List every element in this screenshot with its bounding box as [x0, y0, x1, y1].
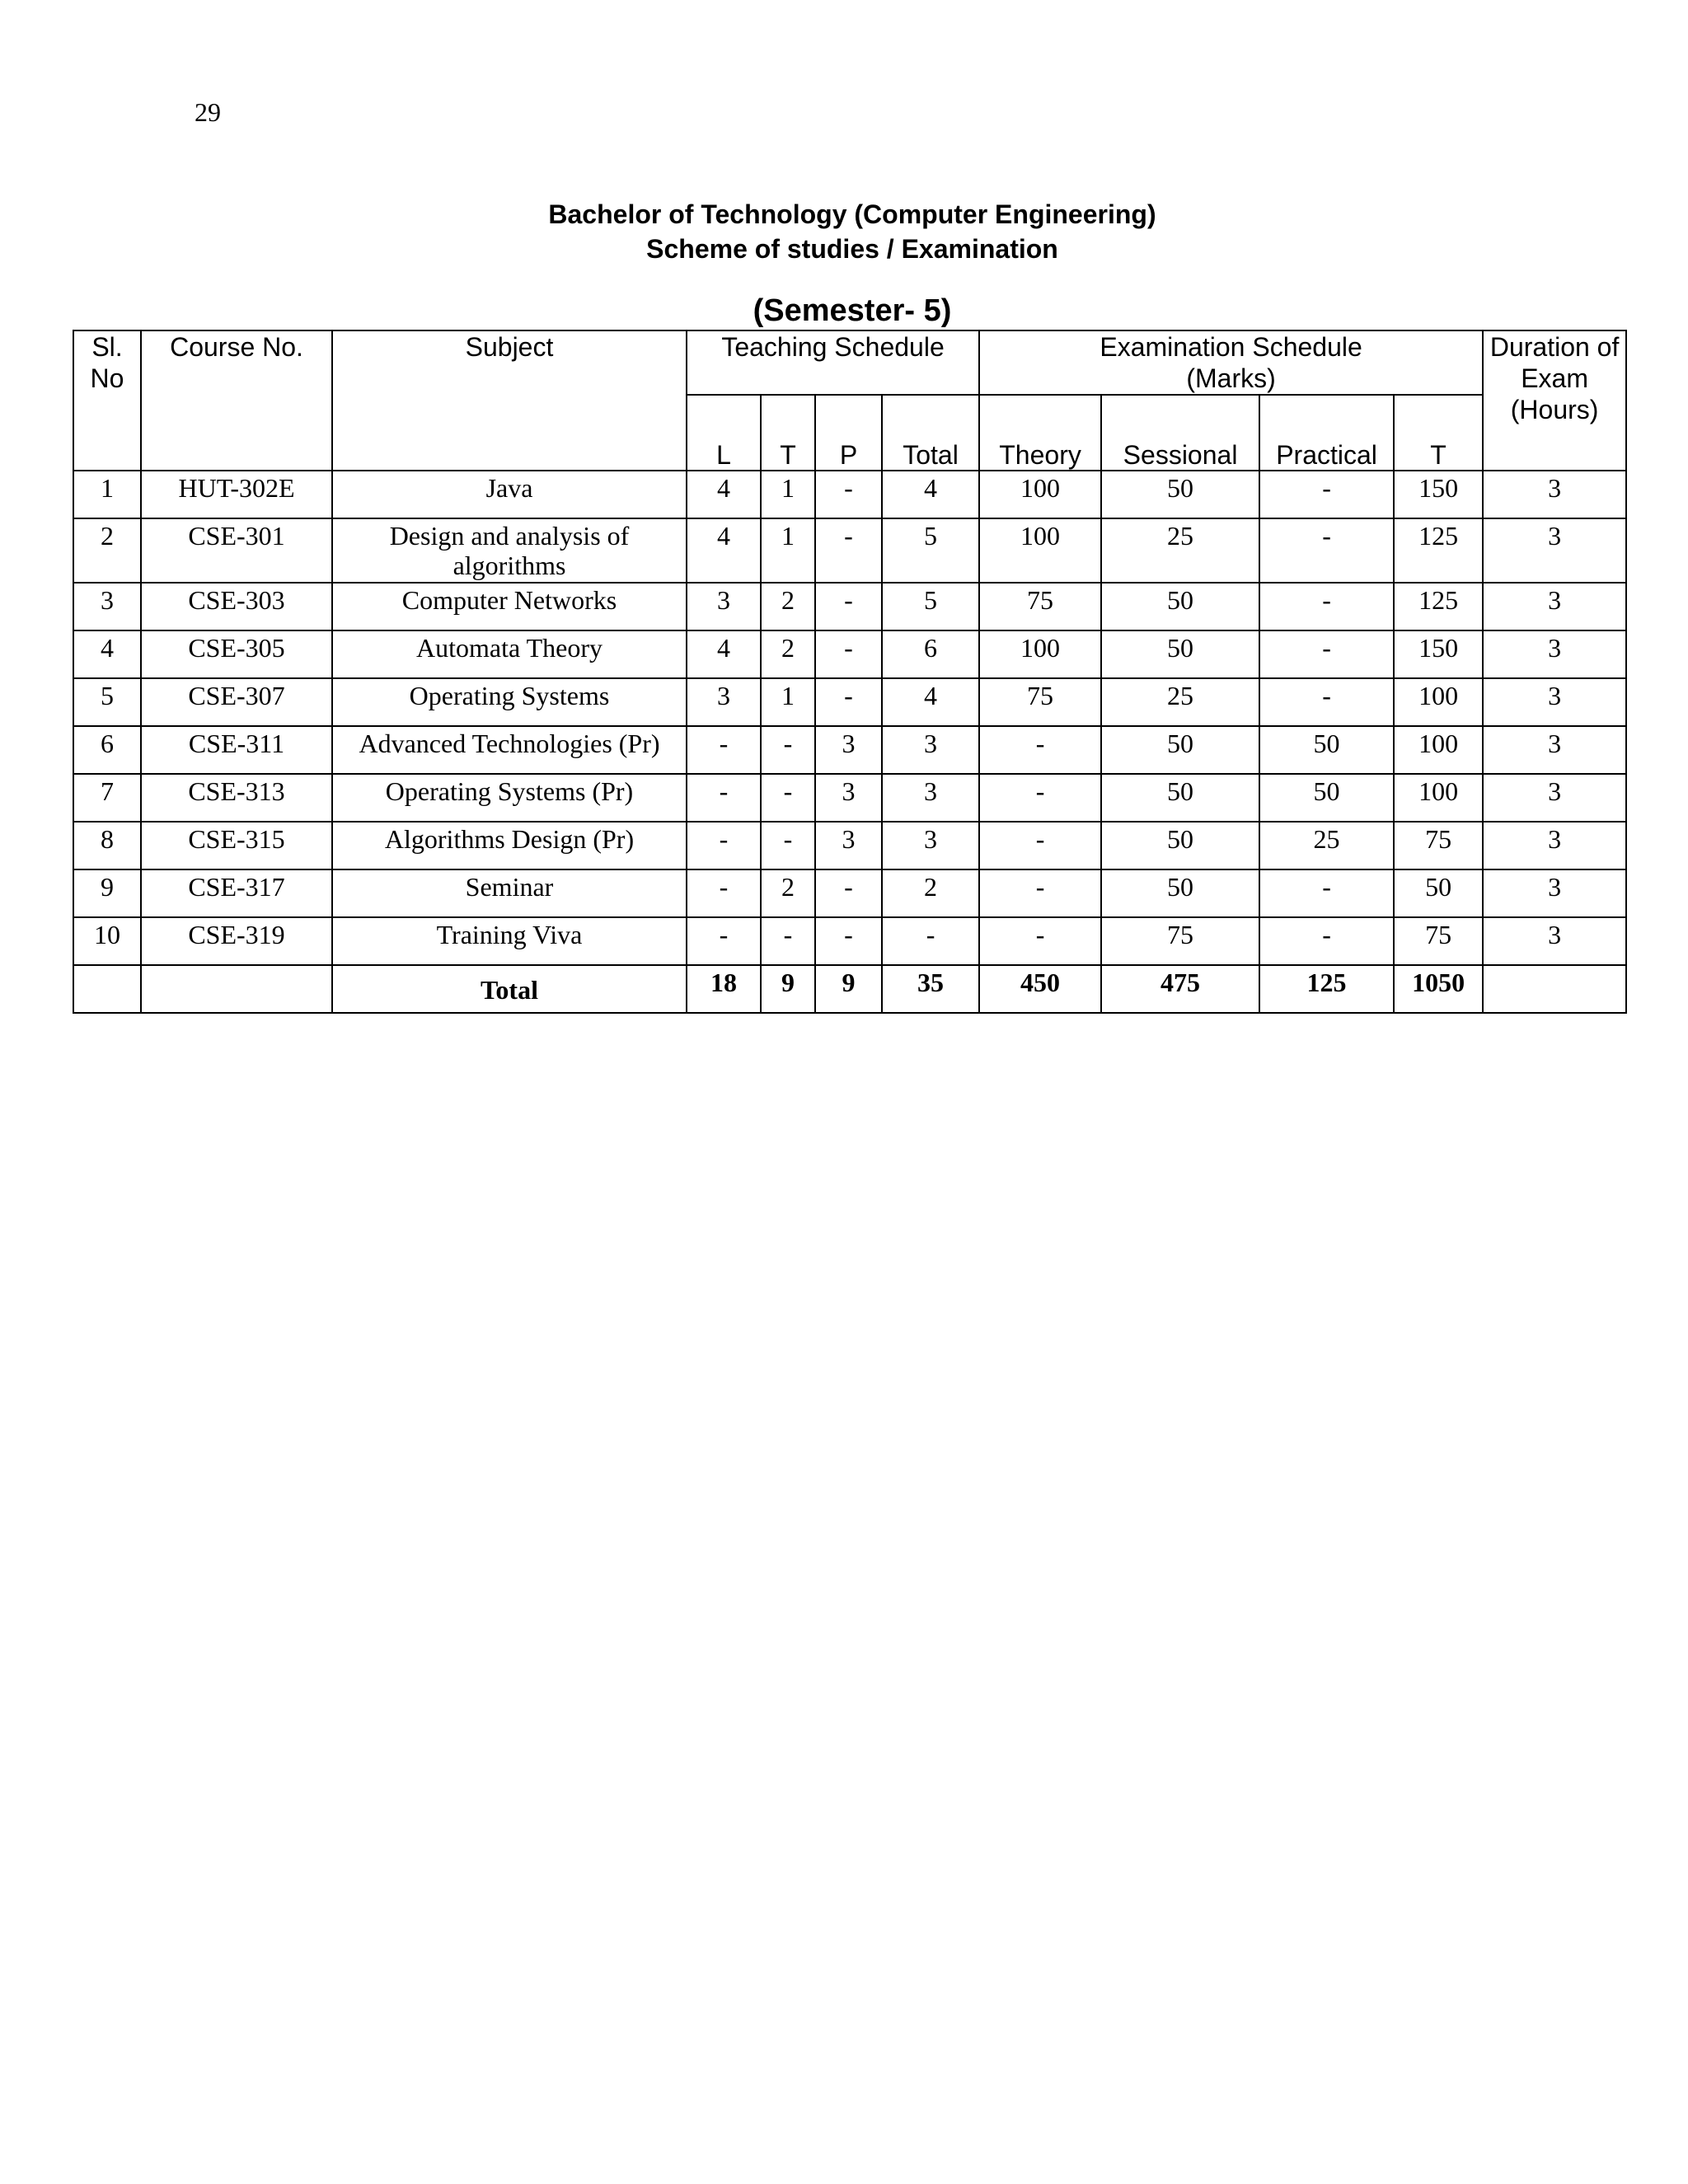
- cell-duration: 3: [1483, 678, 1626, 726]
- page-number: 29: [195, 97, 221, 127]
- header-T: T: [761, 395, 815, 471]
- cell-P: 3: [815, 774, 882, 822]
- table-row: [73, 726, 1626, 774]
- cell-theory: -: [979, 917, 1101, 965]
- cell-T: 1: [761, 471, 815, 518]
- header-sl-no: Sl. No: [73, 330, 141, 471]
- cell-T: -: [761, 726, 815, 774]
- cell-practical: -: [1259, 630, 1394, 678]
- cell-sl: 2: [73, 518, 141, 583]
- header-theory: Theory: [979, 395, 1101, 471]
- cell-theory: 75: [979, 678, 1101, 726]
- cell-duration: 3: [1483, 774, 1626, 822]
- cell-total: 3: [882, 822, 979, 869]
- document-subtitle: Scheme of studies / Examination: [646, 234, 1058, 264]
- cell-marks-total: 75: [1394, 917, 1483, 965]
- cell-L: 4: [687, 518, 761, 583]
- cell-practical: 25: [1259, 822, 1394, 869]
- cell-total: 6: [882, 630, 979, 678]
- cell-duration: 3: [1483, 518, 1626, 583]
- header-examination-schedule: [979, 330, 1483, 395]
- cell-sl: 8: [73, 822, 141, 869]
- cell-sl: 6: [73, 726, 141, 774]
- cell-practical: 50: [1259, 774, 1394, 822]
- cell-subject: Algorithms Design (Pr): [332, 822, 687, 869]
- total-practical: 125: [1259, 965, 1394, 1013]
- header-exam-line2: (Marks): [1186, 363, 1276, 393]
- cell-subject: Automata Theory: [332, 630, 687, 678]
- cell-total: 4: [882, 678, 979, 726]
- cell-L: -: [687, 917, 761, 965]
- cell-marks-total: 150: [1394, 630, 1483, 678]
- cell-T: -: [761, 774, 815, 822]
- cell-sessional: 50: [1101, 471, 1259, 518]
- header-marks-total: T: [1394, 395, 1483, 471]
- semester-heading: (Semester- 5): [753, 293, 952, 328]
- cell-sl-empty: [73, 965, 141, 1013]
- cell-P: -: [815, 518, 882, 583]
- cell-L: -: [687, 869, 761, 917]
- table-row: [73, 471, 1626, 518]
- cell-sessional: 25: [1101, 518, 1259, 583]
- cell-total: 3: [882, 726, 979, 774]
- table-row: [73, 678, 1626, 726]
- scheme-table: [73, 330, 1627, 1014]
- table-row: [73, 630, 1626, 678]
- cell-P: -: [815, 630, 882, 678]
- cell-practical: -: [1259, 917, 1394, 965]
- cell-P: -: [815, 917, 882, 965]
- cell-marks-total: 100: [1394, 726, 1483, 774]
- cell-course: HUT-302E: [141, 471, 332, 518]
- cell-duration: 3: [1483, 471, 1626, 518]
- cell-course: CSE-313: [141, 774, 332, 822]
- cell-subject: Computer Networks: [332, 583, 687, 630]
- table-row: [73, 774, 1626, 822]
- cell-L: 4: [687, 630, 761, 678]
- cell-theory: -: [979, 774, 1101, 822]
- cell-course: CSE-303: [141, 583, 332, 630]
- cell-P: -: [815, 583, 882, 630]
- cell-theory: 75: [979, 583, 1101, 630]
- cell-course-empty: [141, 965, 332, 1013]
- cell-practical: -: [1259, 869, 1394, 917]
- cell-sl: 10: [73, 917, 141, 965]
- cell-T: 2: [761, 583, 815, 630]
- header-sessional: Sessional: [1101, 395, 1259, 471]
- cell-sl: 3: [73, 583, 141, 630]
- cell-practical: 50: [1259, 726, 1394, 774]
- cell-course: CSE-305: [141, 630, 332, 678]
- cell-L: -: [687, 822, 761, 869]
- table-row: [73, 583, 1626, 630]
- cell-marks-total: 100: [1394, 678, 1483, 726]
- cell-T: -: [761, 917, 815, 965]
- cell-theory: -: [979, 726, 1101, 774]
- cell-T: 2: [761, 630, 815, 678]
- cell-duration: 3: [1483, 869, 1626, 917]
- cell-sessional: 50: [1101, 630, 1259, 678]
- cell-total: 2: [882, 869, 979, 917]
- cell-sessional: 75: [1101, 917, 1259, 965]
- cell-duration: 3: [1483, 726, 1626, 774]
- cell-P: -: [815, 869, 882, 917]
- cell-L: 4: [687, 471, 761, 518]
- cell-course: CSE-307: [141, 678, 332, 726]
- header-P: P: [815, 395, 882, 471]
- cell-marks-total: 75: [1394, 822, 1483, 869]
- cell-P: -: [815, 471, 882, 518]
- cell-theory: 100: [979, 471, 1101, 518]
- cell-T: 1: [761, 518, 815, 583]
- cell-practical: -: [1259, 678, 1394, 726]
- total-row: [73, 965, 1626, 1013]
- cell-L: -: [687, 726, 761, 774]
- cell-total: -: [882, 917, 979, 965]
- cell-total: 3: [882, 774, 979, 822]
- cell-course: CSE-301: [141, 518, 332, 583]
- cell-total: 5: [882, 583, 979, 630]
- cell-marks-total: 150: [1394, 471, 1483, 518]
- total-sessional: 475: [1101, 965, 1259, 1013]
- cell-sessional: 50: [1101, 774, 1259, 822]
- cell-sessional: 50: [1101, 583, 1259, 630]
- cell-duration: 3: [1483, 917, 1626, 965]
- total-P: 9: [815, 965, 882, 1013]
- header-L: L: [687, 395, 761, 471]
- cell-subject: Operating Systems (Pr): [332, 774, 687, 822]
- total-T: 9: [761, 965, 815, 1013]
- cell-marks-total: 125: [1394, 518, 1483, 583]
- header-exam-line1: Examination Schedule: [1100, 332, 1362, 362]
- header-teaching-schedule: Teaching Schedule: [687, 330, 979, 395]
- cell-sl: 1: [73, 471, 141, 518]
- total-theory: 450: [979, 965, 1101, 1013]
- cell-theory: 100: [979, 630, 1101, 678]
- cell-P: 3: [815, 822, 882, 869]
- cell-L: 3: [687, 583, 761, 630]
- cell-P: -: [815, 678, 882, 726]
- cell-duration: 3: [1483, 822, 1626, 869]
- cell-course: CSE-319: [141, 917, 332, 965]
- cell-sessional: 25: [1101, 678, 1259, 726]
- cell-T: -: [761, 822, 815, 869]
- total-marks-total: 1050: [1394, 965, 1483, 1013]
- header-total: Total: [882, 395, 979, 471]
- cell-course: CSE-311: [141, 726, 332, 774]
- cell-subject: Operating Systems: [332, 678, 687, 726]
- cell-sl: 7: [73, 774, 141, 822]
- total-total: 35: [882, 965, 979, 1013]
- total-label: Total: [332, 965, 687, 1013]
- cell-subject: Java: [332, 471, 687, 518]
- cell-subject: Seminar: [332, 869, 687, 917]
- cell-subject: Design and analysis of algorithms: [332, 518, 687, 583]
- header-duration: Duration of Exam (Hours): [1483, 330, 1626, 471]
- cell-practical: -: [1259, 583, 1394, 630]
- total-L: 18: [687, 965, 761, 1013]
- cell-marks-total: 50: [1394, 869, 1483, 917]
- cell-sl: 4: [73, 630, 141, 678]
- header-subject: Subject: [332, 330, 687, 471]
- cell-duration-empty: [1483, 965, 1626, 1013]
- table-row: [73, 518, 1626, 583]
- cell-total: 5: [882, 518, 979, 583]
- cell-theory: -: [979, 869, 1101, 917]
- cell-sessional: 50: [1101, 869, 1259, 917]
- cell-L: -: [687, 774, 761, 822]
- cell-sl: 9: [73, 869, 141, 917]
- cell-marks-total: 100: [1394, 774, 1483, 822]
- cell-course: CSE-317: [141, 869, 332, 917]
- cell-P: 3: [815, 726, 882, 774]
- table-row: [73, 822, 1626, 869]
- table-row: [73, 917, 1626, 965]
- cell-subject: Training Viva: [332, 917, 687, 965]
- cell-theory: 100: [979, 518, 1101, 583]
- cell-total: 4: [882, 471, 979, 518]
- cell-T: 1: [761, 678, 815, 726]
- cell-sl: 5: [73, 678, 141, 726]
- cell-T: 2: [761, 869, 815, 917]
- header-practical: Practical: [1259, 395, 1394, 471]
- cell-duration: 3: [1483, 583, 1626, 630]
- cell-theory: -: [979, 822, 1101, 869]
- cell-practical: -: [1259, 518, 1394, 583]
- cell-subject: Advanced Technologies (Pr): [332, 726, 687, 774]
- cell-duration: 3: [1483, 630, 1626, 678]
- header-course-no: Course No.: [141, 330, 332, 471]
- cell-sessional: 50: [1101, 726, 1259, 774]
- cell-marks-total: 125: [1394, 583, 1483, 630]
- cell-course: CSE-315: [141, 822, 332, 869]
- cell-practical: -: [1259, 471, 1394, 518]
- document-title: Bachelor of Technology (Computer Engineering): [548, 199, 1156, 229]
- cell-sessional: 50: [1101, 822, 1259, 869]
- table-row: [73, 869, 1626, 917]
- cell-L: 3: [687, 678, 761, 726]
